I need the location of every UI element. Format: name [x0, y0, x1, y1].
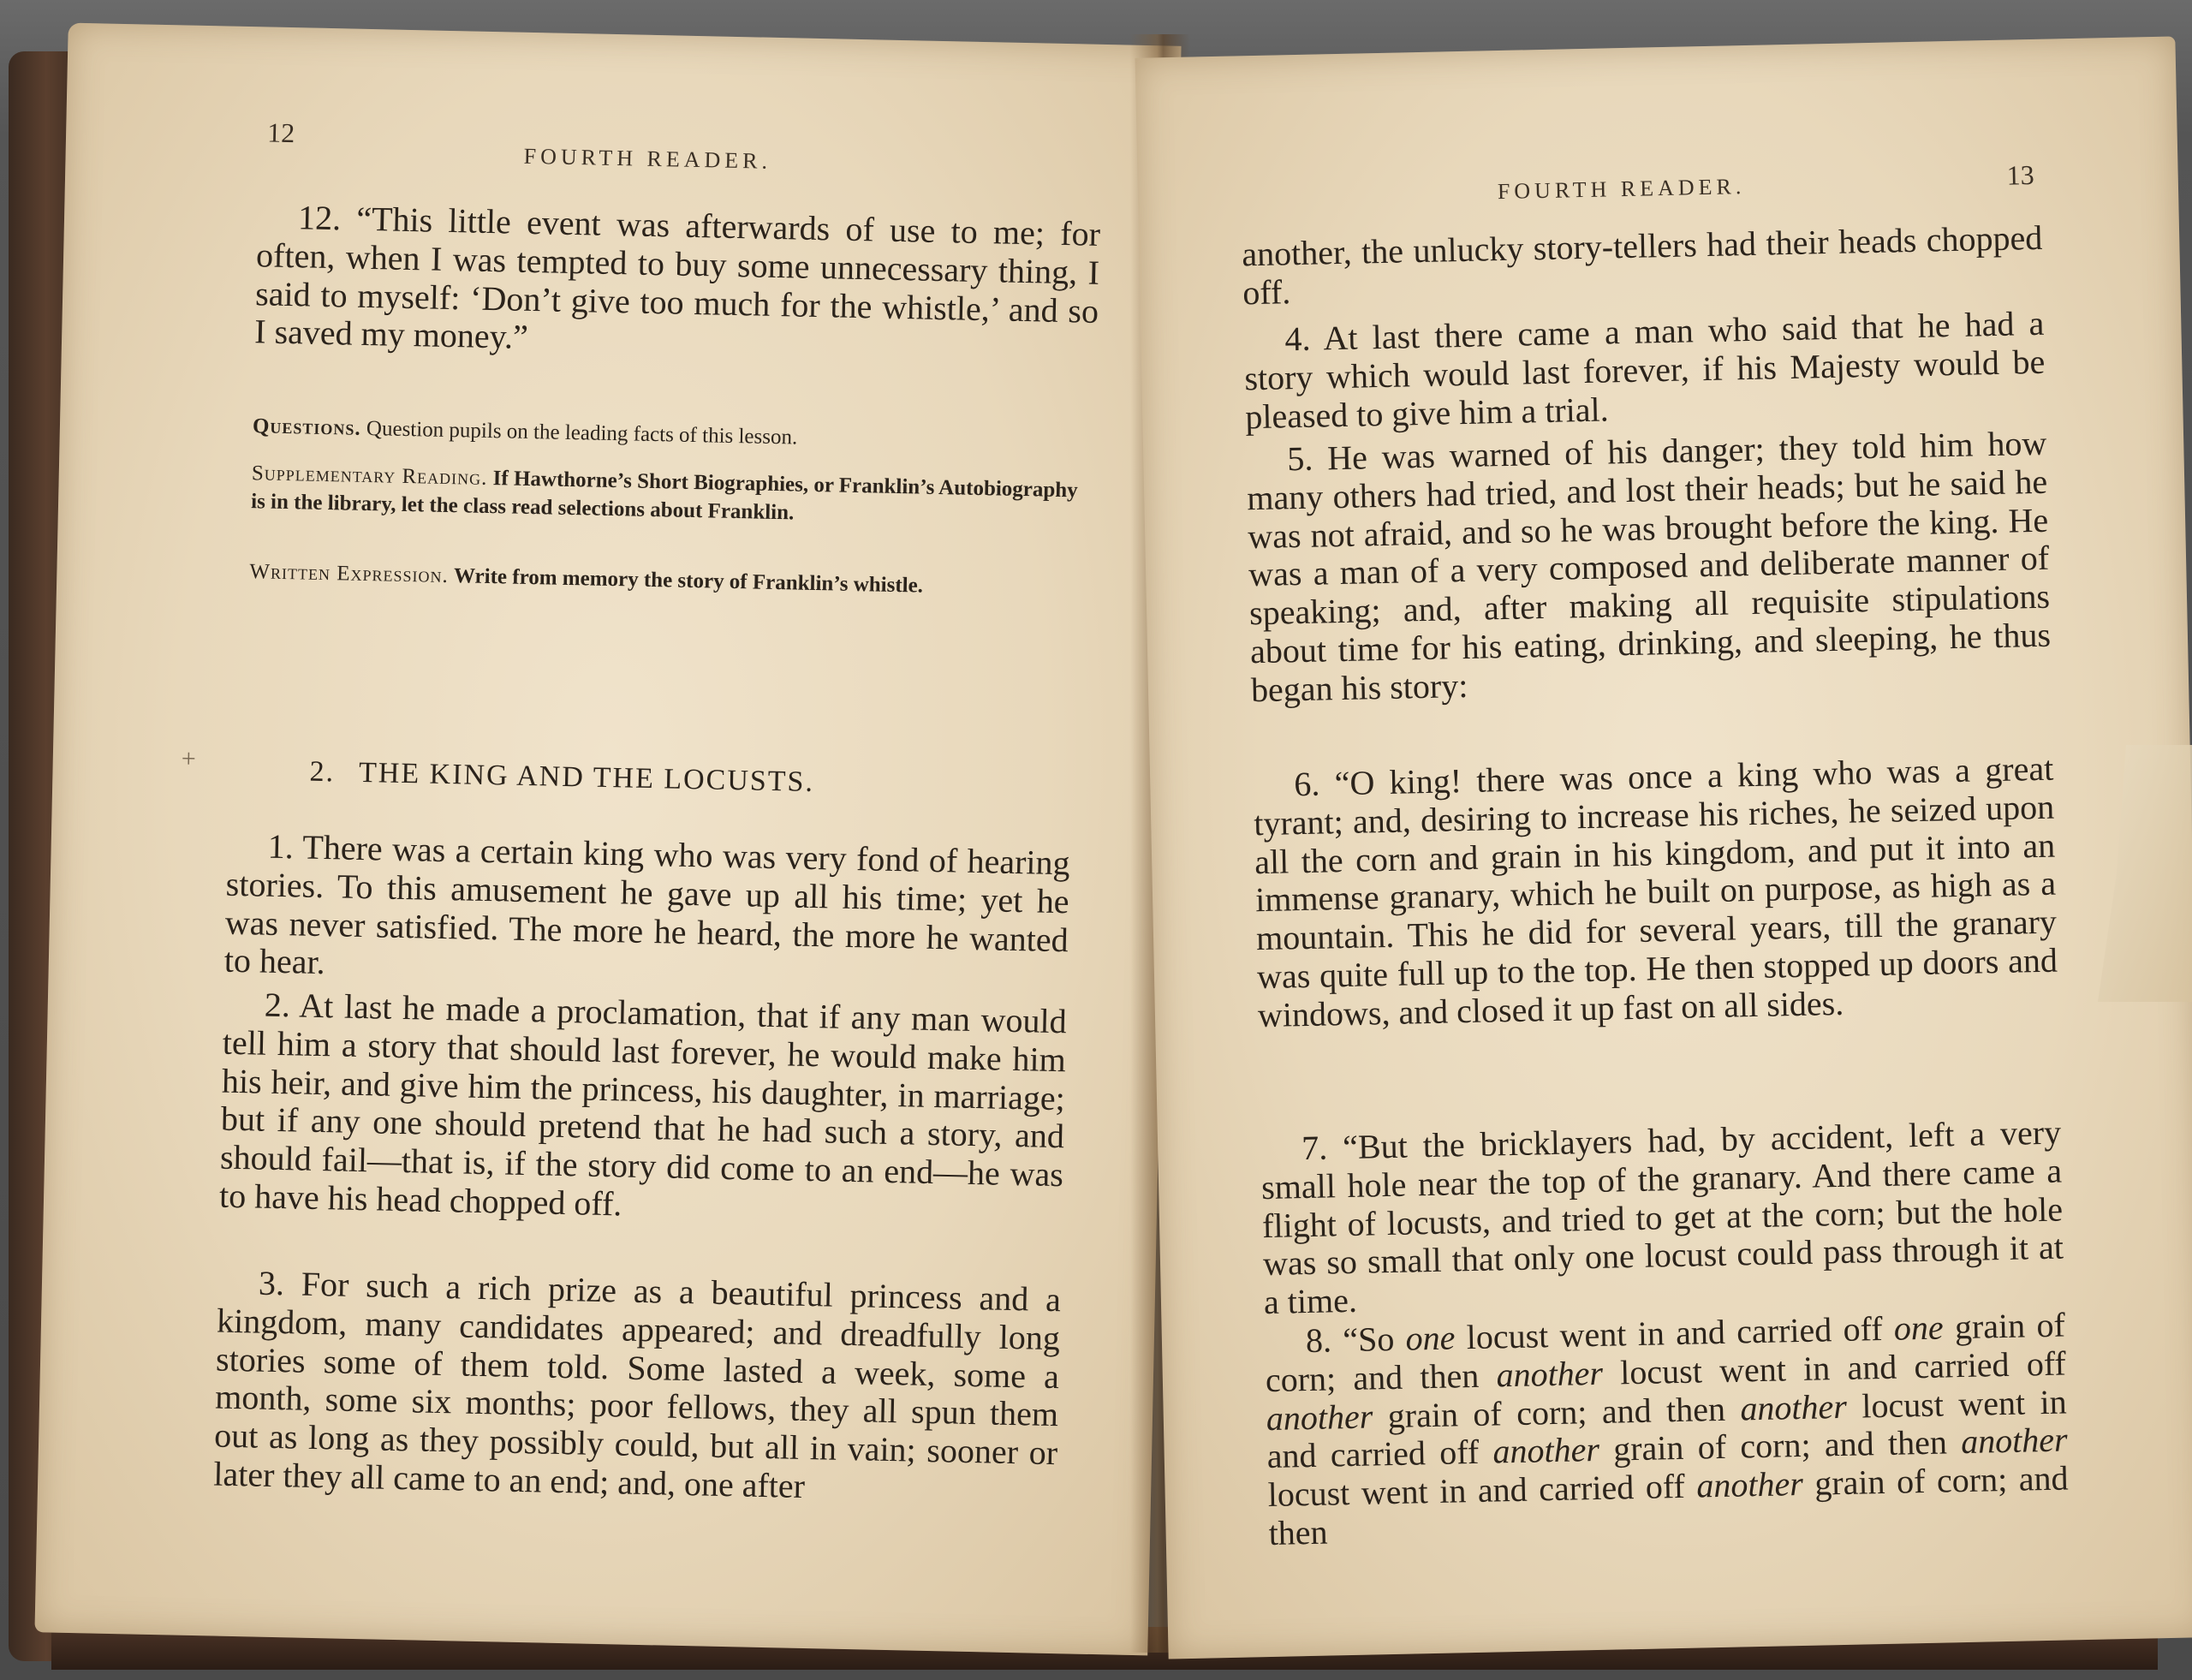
page-number: 13: [2006, 158, 2035, 191]
lesson-title-text: THE KING AND THE LOCUSTS.: [358, 756, 815, 799]
italic-word: one: [1893, 1308, 1945, 1348]
questions-text: Question pupils on the leading facts of this lesson.: [366, 416, 798, 450]
text-run: locust went in and carried off: [1454, 1308, 1895, 1357]
supplementary-label: Supplementary Reading.: [251, 462, 488, 490]
paragraph-7: 7. “But the bricklayers had, by accident, left a very small hole near the top of the granary. And there came a flight of locusts, and tried to get at the corn; but the hole was so small that only one locust could pass through it at a time.: [1260, 1112, 2064, 1322]
paragraph-4: 4. At last there came a man who said that he had a story which would last forever, if his Majesty would be pleased to give him a trial.: [1243, 303, 2046, 436]
italic-word: another: [1496, 1353, 1604, 1395]
text-run: locust went in and carried off: [1266, 1382, 2068, 1476]
italic-word: another: [1492, 1430, 1600, 1471]
supplementary-note: [251, 459, 1095, 533]
text-run: grain of corn; and then: [1372, 1389, 1741, 1436]
paragraph-1: 1. There was a certain king who was very fond of hearing stories. To this amusement he gave up all his time; yet he was never satisfied. The more he heard, the more he wanted to hear.: [223, 826, 1071, 982]
paragraph-5: 5. He was warned of his danger; they told him how many others had tried, and lost their heads; but he said he was not afraid, and so he was brought before the king. He was a man of a very composed and deliberate manner of speaking; and, after making all requisite stipulations about time for his eating, drinking, and sleeping, he thus began his story:: [1246, 423, 2052, 710]
italic-word: another: [1739, 1386, 1848, 1428]
paragraph-12: 12. “This little event was afterwards of use to me; for often, when I was tempted to buy some unnecessary thing, I said to myself: ‘Don’t give too much for the whistle,’ and so I saved my money.”: [253, 198, 1101, 357]
questions-label: Questions.: [252, 414, 361, 440]
supplementary-text: If Hawthorne’s Short Biographies, or Franklin’s Autobiography is in the library, let the class read selections about Franklin.: [250, 467, 1079, 525]
lesson-title: [309, 756, 814, 799]
left-page: [34, 23, 1181, 1656]
margin-mark: +: [181, 744, 197, 773]
text-run: grain of corn; and then: [1268, 1458, 2069, 1553]
text-run: 8. “So: [1305, 1319, 1407, 1361]
page-number: 12: [266, 116, 295, 149]
running-head: FOURTH READER.: [1497, 174, 1746, 205]
text-run: locust went in and carried off: [1602, 1343, 2067, 1392]
paragraph-8: [1265, 1307, 2070, 1553]
right-page: [1135, 36, 2192, 1659]
italic-word: another: [1695, 1464, 1804, 1505]
questions-note: [253, 412, 1096, 458]
written-text: Write from memory the story of Franklin’s whistle.: [453, 564, 924, 598]
lesson-number: 2.: [309, 755, 336, 789]
written-expression-note: [249, 557, 1093, 604]
text-run: locust went in and carried off: [1267, 1466, 1697, 1515]
paragraph-continued: another, the unlucky story-tellers had their heads chopped off.: [1241, 217, 2043, 313]
italic-word: one: [1405, 1318, 1456, 1358]
written-label: Written Expression.: [249, 560, 450, 588]
paragraph-3: 3. For such a rich prize as a beautiful princess and a kingdom, many candidates appeared; and dreadfully long stories some of them told. Some lasted a week, some a month, some six months; poor fellows, they all spun them out as long as they possibly could, but all in vain; sooner or later they all came to an end; and, one after: [212, 1263, 1062, 1505]
text-run: grain of corn; and then: [1265, 1305, 2066, 1399]
running-head: FOURTH READER.: [523, 143, 772, 174]
italic-word: another: [1960, 1420, 2069, 1462]
paragraph-2: 2. At last he made a proclamation, that if any man would tell him a story that should last forever, he would make him his heir, and give him the princess, his daughter, in marriage; but if any one should pretend that he had such a story, and should fail—that is, if the story did come to an end—he was to have his head chopped off.: [218, 985, 1068, 1224]
italic-word: another: [1266, 1397, 1373, 1438]
paragraph-6: 6. “O king! there was once a king who was a great tyrant; and, desiring to increase his riches, he seized upon all the corn and grain in his kingdom, and put it into an immense granary, which he built on purpose, as high as a mountain. This he did for several years, till the granary was quite full up to the top. He then stopped up doors and windows, and closed it up fast on all sides.: [1253, 748, 2058, 1034]
text-run: grain of corn; and then: [1599, 1422, 1962, 1469]
